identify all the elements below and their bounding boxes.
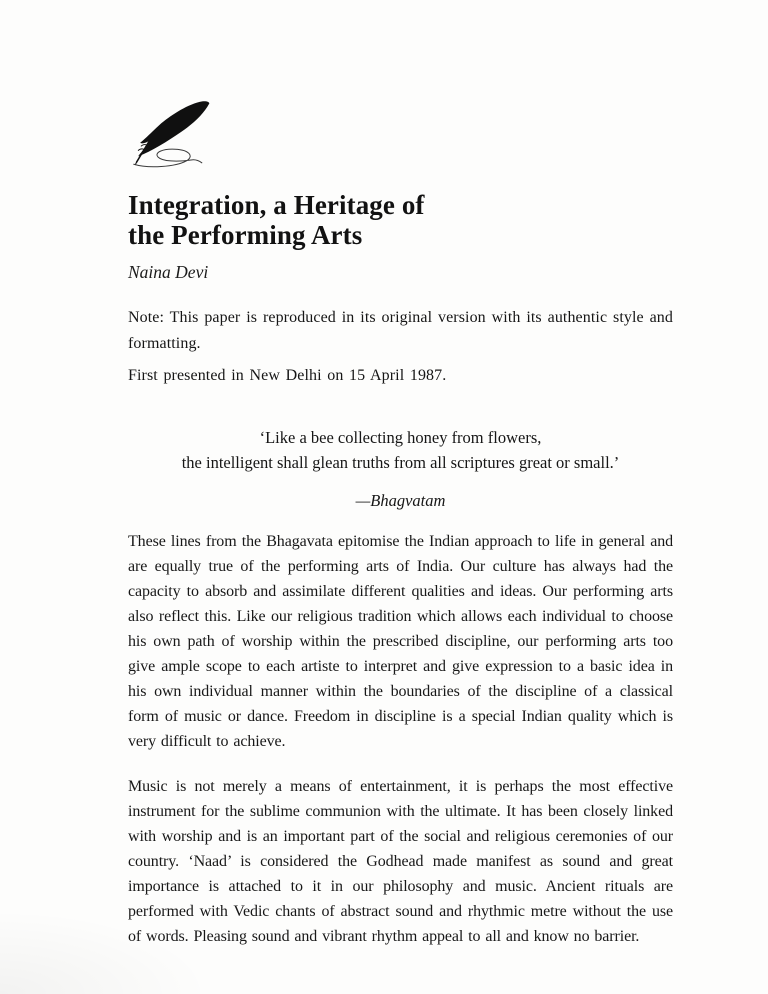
epigraph-line1: ‘Like a bee collecting honey from flowers,	[259, 428, 542, 447]
presentation-date: First presented in New Delhi on 15 April 1987.	[128, 367, 447, 384]
page-title-line1: Integration, a Heritage of	[128, 190, 425, 220]
page-title-line2: the Performing Arts	[128, 220, 363, 250]
epigraph-attribution: —Bhagvatam	[355, 491, 446, 510]
epigraph-line2: the intelligent shall glean truths from all scriptures great or small.’	[181, 453, 620, 472]
epigraph-quote	[128, 425, 673, 513]
quill-pen-icon	[128, 96, 214, 168]
body-paragraph-2: Music is not merely a means of entertainment, it is perhaps the most effective instrument for the sublime communion with the ultimate. It has been closely linked with worship and is an important part of the social and religious ceremonies of our country. ‘Naad’ is considered the Godhead made manifest as sound and great importance is attached to it in our philosophy and music. Ancient rituals are performed with Vedic chants of abstract sound and rhythmic metre without the use of words. Pleasing sound and vibrant rhythm appeal to all and know no barrier.	[128, 778, 673, 945]
body-paragraph-1: These lines from the Bhagavata epitomise the Indian approach to life in general and are equally true of the performing arts of India. Our culture has always had the capacity to absorb and assimilate different qualities and ideas. Our performing arts also reflect this. Like our religious tradition which allows each individual to choose his own path of worship within the prescribed discipline, our performing arts too give ample scope to each artiste to interpret and give expression to a basic idea in his own individual manner within the boundaries of the discipline of a classical form of music or dance. Freedom in discipline is a special Indian quality which is very difficult to achieve.	[128, 533, 673, 750]
author-byline: Naina Devi	[128, 262, 209, 282]
reproduction-note: Note: This paper is reproduced in its original version with its authentic style and formatting.	[128, 309, 673, 352]
page-title	[128, 190, 673, 250]
